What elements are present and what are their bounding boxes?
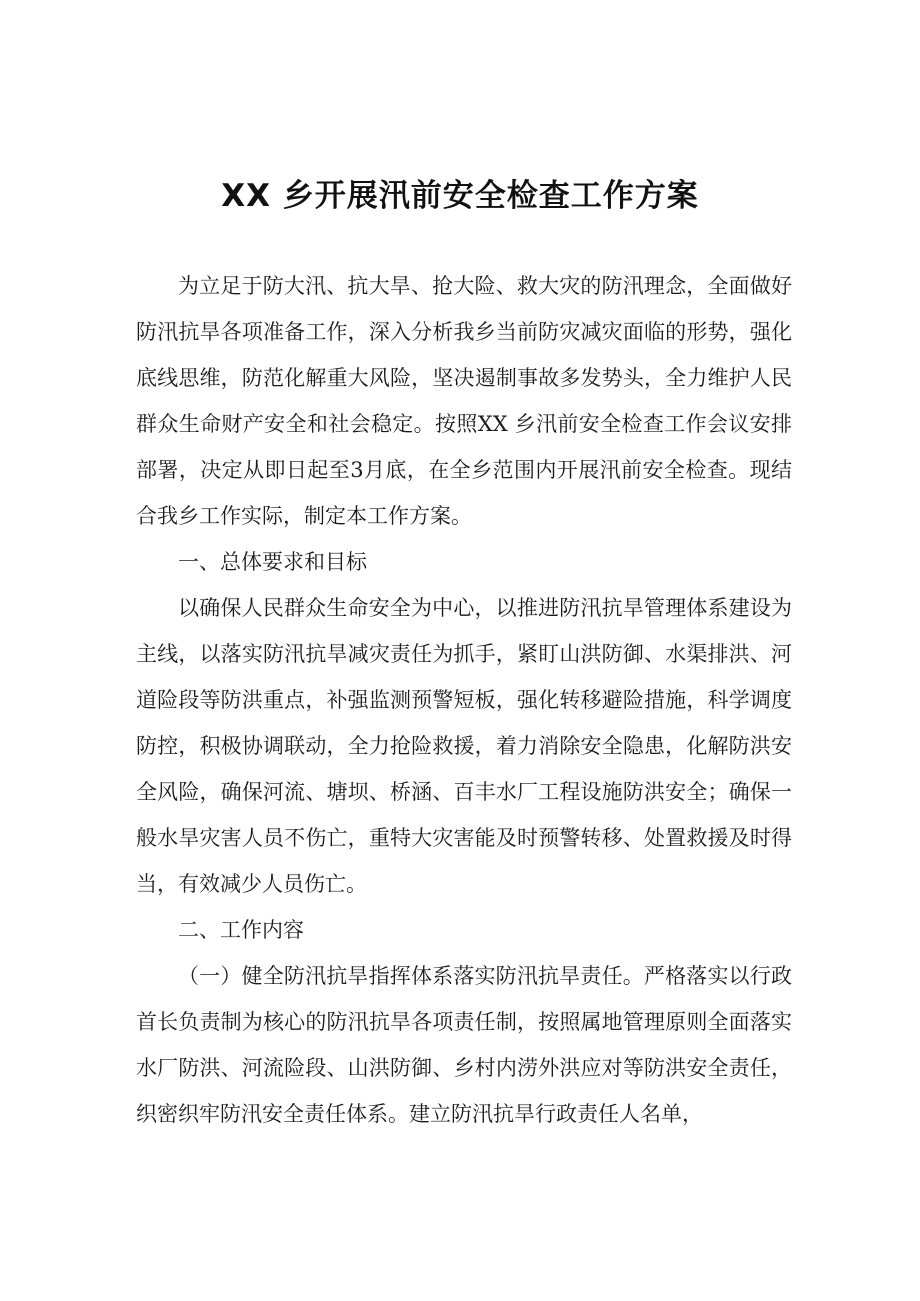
document-body (136, 263, 792, 1137)
intro-paragraph: 为立足于防大汛、抗大旱、抢大险、救大灾的防汛理念，全面做好防汛抗旱各项准备工作，深入分析我乡当前防灾减灾面临的形势，强化底线思维，防范化解重大风险，坚决遏制事故多发势头，全力维护人民群众生命财产安全和社会稳定。按照XX 乡汛前安全检查工作会议安排部署，决定从即日起至3月底，在全乡范围内开展汛前安全检查。现结合我乡工作实际，制定本工作方案。 (136, 274, 792, 528)
document-title: XX 乡开展汛前安全检查工作方案 (221, 178, 699, 214)
section-heading-2: 二、工作内容 (178, 918, 304, 942)
section-heading-1: 一、总体要求和目标 (178, 550, 367, 574)
section-1-paragraph: 以确保人民群众生命安全为中心，以推进防汛抗旱管理体系建设为主线，以落实防汛抗旱减灾责任为抓手，紧盯山洪防御、水渠排洪、河道险段等防洪重点，补强监测预警短板，强化转移避险措施，科学调度防控，积极协调联动，全力抢险救援，着力消除安全隐患，化解防洪安全风险，确保河流、塘坝、桥涵、百丰水厂工程设施防洪安全；确保一般水旱灾害人员不伤亡，重特大灾害能及时预警转移、处置救援及时得当，有效减少人员伤亡。 (136, 596, 792, 896)
section-2-item-1-paragraph: （一）健全防汛抗旱指挥体系落实防汛抗旱责任。严格落实以行政首长负责制为核心的防汛抗旱各项责任制，按照属地管理原则全面落实水厂防洪、河流险段、山洪防御、乡村内涝外洪应对等防洪安全责任，织密织牢防汛安全责任体系。建立防汛抗旱行政责任人名单， (136, 964, 792, 1126)
